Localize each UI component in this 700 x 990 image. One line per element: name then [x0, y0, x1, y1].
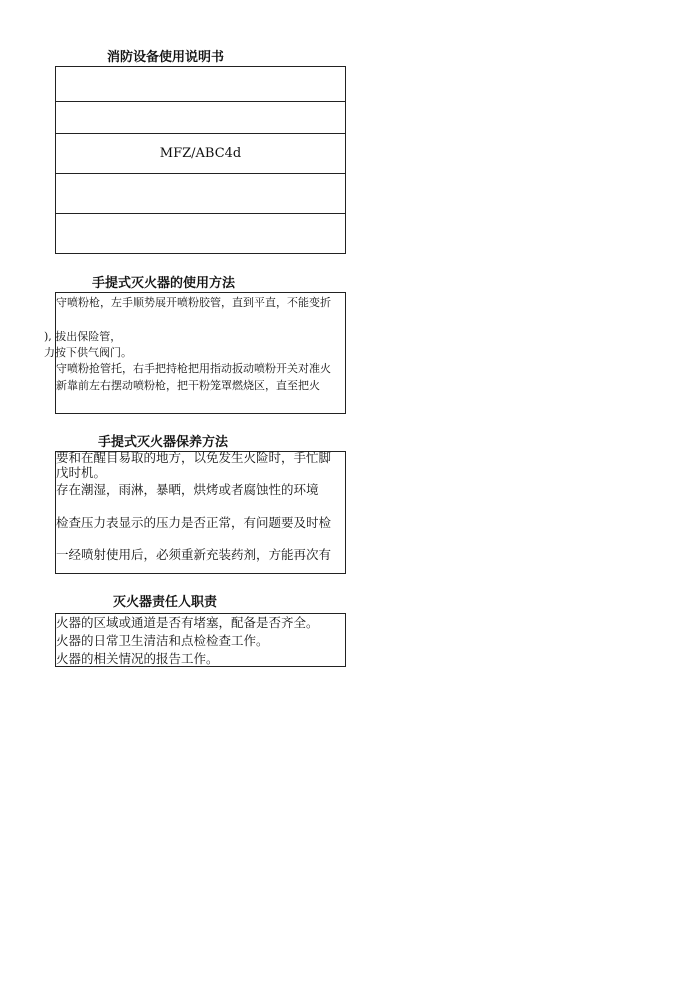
maintenance-line-4: 检查压力表显示的压力是否正常，有问题要及时检 — [56, 515, 332, 530]
document-title: 消防设备使用说明书 — [107, 50, 225, 65]
usage-line-2: ), 拔出保险管， — [44, 330, 122, 343]
responsibility-box — [55, 613, 346, 667]
spec-row-model: MFZ/ABC4d — [56, 134, 345, 174]
responsibility-line-2: 火器的日常卫生清洁和点检检查工作。 — [56, 633, 269, 648]
maintenance-box — [55, 451, 346, 574]
maintenance-line-5: 一经喷射使用后，必须重新充装药剂，方能再次有 — [56, 547, 332, 562]
usage-line-5: 新靠前左右摆动喷粉枪，把干粉笼罩燃烧区，直至把火 — [56, 379, 320, 392]
responsibility-line-3: 火器的相关情况的报告工作。 — [56, 651, 219, 666]
usage-box — [44, 292, 346, 414]
responsibility-heading: 灭火器责任人职责 — [113, 595, 218, 610]
spec-row-4 — [56, 174, 345, 214]
spec-row-2 — [56, 102, 345, 134]
usage-line-4: 守喷粉抢管托，右手把持枪把用指动扳动喷粉开关对准火 — [56, 362, 331, 375]
spec-row-5 — [56, 214, 345, 254]
maintenance-heading: 手提式灭火器保养方法 — [98, 435, 229, 450]
maintenance-line-1: 要和在醒目易取的地方，以免发生火险时，手忙脚 — [56, 450, 332, 465]
spec-table — [55, 66, 346, 254]
maintenance-line-3: 存在潮湿，雨淋，暴晒，烘烤或者腐蚀性的环境 — [56, 482, 319, 497]
maintenance-line-2: 戊时机。 — [56, 465, 107, 480]
usage-heading: 手提式灭火器的使用方法 — [92, 276, 236, 291]
spec-row-1 — [56, 67, 345, 102]
usage-line-3: 力按下供气阀门。 — [44, 346, 132, 359]
usage-line-1: 守喷粉枪，左手顺势展开喷粉胶管，直到平直，不能变折 — [56, 296, 331, 309]
responsibility-line-1: 火器的区域或通道是否有堵塞，配备是否齐全。 — [56, 615, 319, 630]
